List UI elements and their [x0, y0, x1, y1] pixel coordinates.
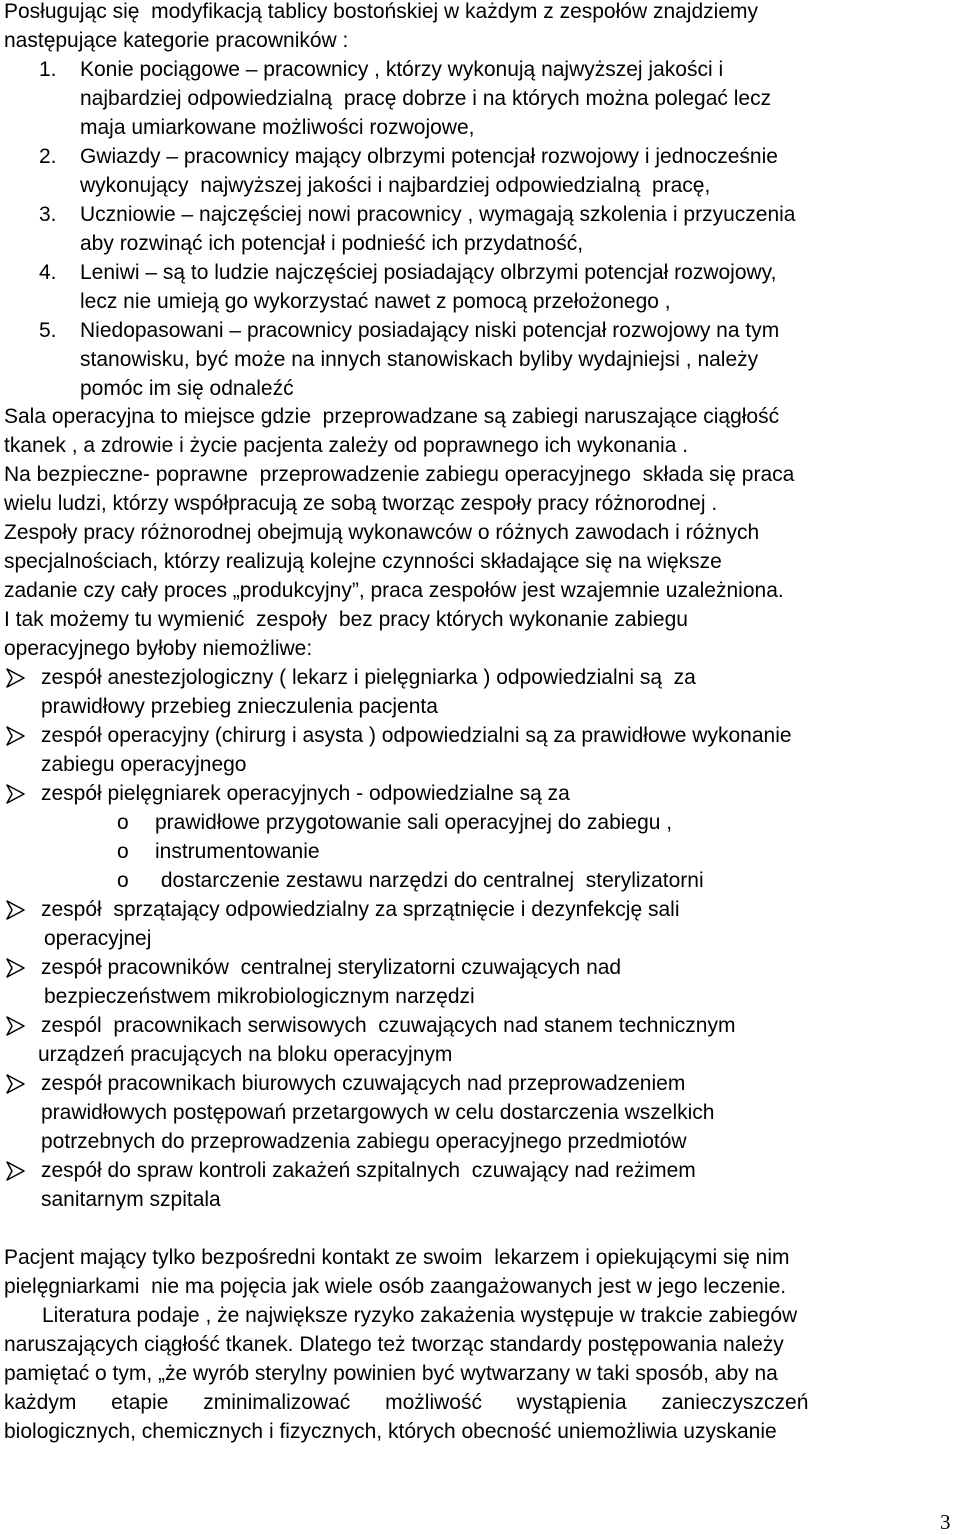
- arrowhead-bullet-icon: [5, 958, 25, 978]
- paragraph-line: pielęgniarkami nie ma pojęcia jak wiele osób zaangażowanych jest w jego leczenie.: [4, 1275, 787, 1298]
- arrowhead-bullet-icon: [5, 1016, 25, 1036]
- paragraph-line: zadanie czy cały proces „produkcyjny”, praca zespołów jest wzajemnie uzależniona.: [4, 579, 784, 602]
- list-number: 1.: [39, 58, 57, 81]
- list-item-text: wykonujący najwyższej jakości i najbardziej odpowiedzialną pracę,: [80, 174, 711, 197]
- team-item-text: zespół pracowników centralnej sterylizatorni czuwających nad: [41, 956, 622, 979]
- paragraph-line: naruszających ciągłość tkanek. Dlatego też tworząc standardy postępowania należy: [4, 1333, 784, 1356]
- sub-item-text: prawidłowe przygotowanie sali operacyjnej do zabiegu ,: [155, 811, 673, 834]
- team-item-text: potrzebnych do przeprowadzenia zabiegu operacyjnego przedmiotów: [41, 1130, 687, 1153]
- team-item-text: zespół sprzątający odpowiedzialny za sprzątnięcie i dezynfekcję sali: [41, 898, 680, 921]
- list-number: 3.: [39, 203, 57, 226]
- paragraph-line: Zespoły pracy różnorodnej obejmują wykonawców o różnych zawodach i różnych: [4, 521, 760, 544]
- list-item-text: maja umiarkowane możliwości rozwojowe,: [80, 116, 475, 139]
- team-item-text: zabiegu operacyjnego: [41, 753, 247, 776]
- team-item-text: zespół pracownikach biurowych czuwających nad przeprowadzeniem: [41, 1072, 686, 1095]
- team-item-text: operacyjnej: [44, 927, 152, 950]
- list-item-text: najbardziej odpowiedzialną pracę dobrze i na których można polegać lecz: [80, 87, 772, 110]
- sub-bullet-marker: o: [117, 811, 129, 834]
- paragraph-line: Sala operacyjna to miejsce gdzie przeprowadzane są zabiegi naruszające ciągłość: [4, 405, 780, 428]
- team-item-text: sanitarnym szpitala: [41, 1188, 221, 1211]
- list-number: 5.: [39, 319, 57, 342]
- list-item-text: Niedopasowani – pracownicy posiadający niski potencjał rozwojowy na tym: [80, 319, 780, 342]
- list-item-text: Konie pociągowe – pracownicy , którzy wykonują najwyższej jakości i: [80, 58, 724, 81]
- arrowhead-bullet-icon: [5, 1074, 25, 1094]
- paragraph-line: każdym etapie zminimalizować możliwość wystąpienia zanieczyszczeń: [4, 1391, 809, 1414]
- intro-line: następujące kategorie pracowników :: [4, 29, 349, 52]
- sub-bullet-marker: o: [117, 840, 129, 863]
- intro-line: Posługując się modyfikacją tablicy bostońskiej w każdym z zespołów znajdziemy: [4, 0, 758, 23]
- list-item-text: stanowisku, być może na innych stanowiskach byliby wydajniejsi , należy: [80, 348, 759, 371]
- arrowhead-bullet-icon: [5, 726, 25, 746]
- list-item-text: Gwiazdy – pracownicy mający olbrzymi potencjał rozwojowy i jednocześnie: [80, 145, 778, 168]
- page-number: 3: [940, 1510, 951, 1534]
- team-item-text: zespół operacyjny (chirurg i asysta ) odpowiedzialni są za prawidłowe wykonanie: [41, 724, 792, 747]
- team-item-text: zespól pracownikach serwisowych czuwających nad stanem technicznym: [41, 1014, 736, 1037]
- list-item-text: lecz nie umieją go wykorzystać nawet z pomocą przełożonego ,: [80, 290, 671, 313]
- paragraph-line: Pacjent mający tylko bezpośredni kontakt ze swoim lekarzem i opiekującymi się nim: [4, 1246, 790, 1269]
- sub-item-text: instrumentowanie: [155, 840, 320, 863]
- list-number: 4.: [39, 261, 57, 284]
- list-item-text: pomóc im się odnaleźć: [80, 377, 294, 400]
- team-item-text: zespół anestezjologiczny ( lekarz i pielęgniarka ) odpowiedzialni są za: [41, 666, 696, 689]
- paragraph-line: specjalnościach, którzy realizują kolejne czynności składające się na większe: [4, 550, 722, 573]
- arrowhead-bullet-icon: [5, 900, 25, 920]
- team-item-text: bezpieczeństwem mikrobiologicznym narzędzi: [44, 985, 475, 1008]
- team-item-text: prawidłowy przebieg znieczulenia pacjenta: [41, 695, 438, 718]
- team-item-text: zespół pielęgniarek operacyjnych - odpowiedzialne są za: [41, 782, 570, 805]
- team-item-text: prawidłowych postępowań przetargowych w celu dostarczenia wszelkich: [41, 1101, 715, 1124]
- arrowhead-bullet-icon: [5, 784, 25, 804]
- list-number: 2.: [39, 145, 57, 168]
- sub-bullet-marker: o: [117, 869, 129, 892]
- paragraph-line: biologicznych, chemicznych i fizycznych, których obecność uniemożliwia uzyskanie: [4, 1420, 777, 1443]
- paragraph-line: pamiętać o tym, „że wyrób sterylny powinien być wytwarzany w taki sposób, aby na: [4, 1362, 778, 1385]
- list-item-text: Leniwi – są to ludzie najczęściej posiadający olbrzymi potencjał rozwojowy,: [80, 261, 777, 284]
- team-item-text: urządzeń pracujących na bloku operacyjnym: [38, 1043, 453, 1066]
- list-item-text: Uczniowie – najczęściej nowi pracownicy , wymagają szkolenia i przyuczenia: [80, 203, 796, 226]
- team-item-text: zespół do spraw kontroli zakażeń szpitalnych czuwający nad reżimem: [41, 1159, 696, 1182]
- sub-item-text: dostarczenie zestawu narzędzi do centralnej sterylizatorni: [155, 869, 704, 892]
- paragraph-line: wielu ludzi, którzy współpracują ze sobą tworząc zespoły pracy różnorodnej .: [4, 492, 718, 515]
- list-item-text: aby rozwinąć ich potencjał i podnieść ich przydatność,: [80, 232, 584, 255]
- arrowhead-bullet-icon: [5, 1161, 25, 1181]
- paragraph-line: I tak możemy tu wymienić zespoły bez pracy których wykonanie zabiegu: [4, 608, 688, 631]
- arrowhead-bullet-icon: [5, 668, 25, 688]
- paragraph-line: tkanek , a zdrowie i życie pacjenta zależy od poprawnego ich wykonania .: [4, 434, 689, 457]
- paragraph-line: operacyjnego byłoby niemożliwe:: [4, 637, 313, 660]
- paragraph-line: Na bezpieczne- poprawne przeprowadzenie zabiegu operacyjnego składa się praca: [4, 463, 795, 486]
- paragraph-line: Literatura podaje , że największe ryzyko zakażenia występuje w trakcie zabiegów: [42, 1304, 798, 1327]
